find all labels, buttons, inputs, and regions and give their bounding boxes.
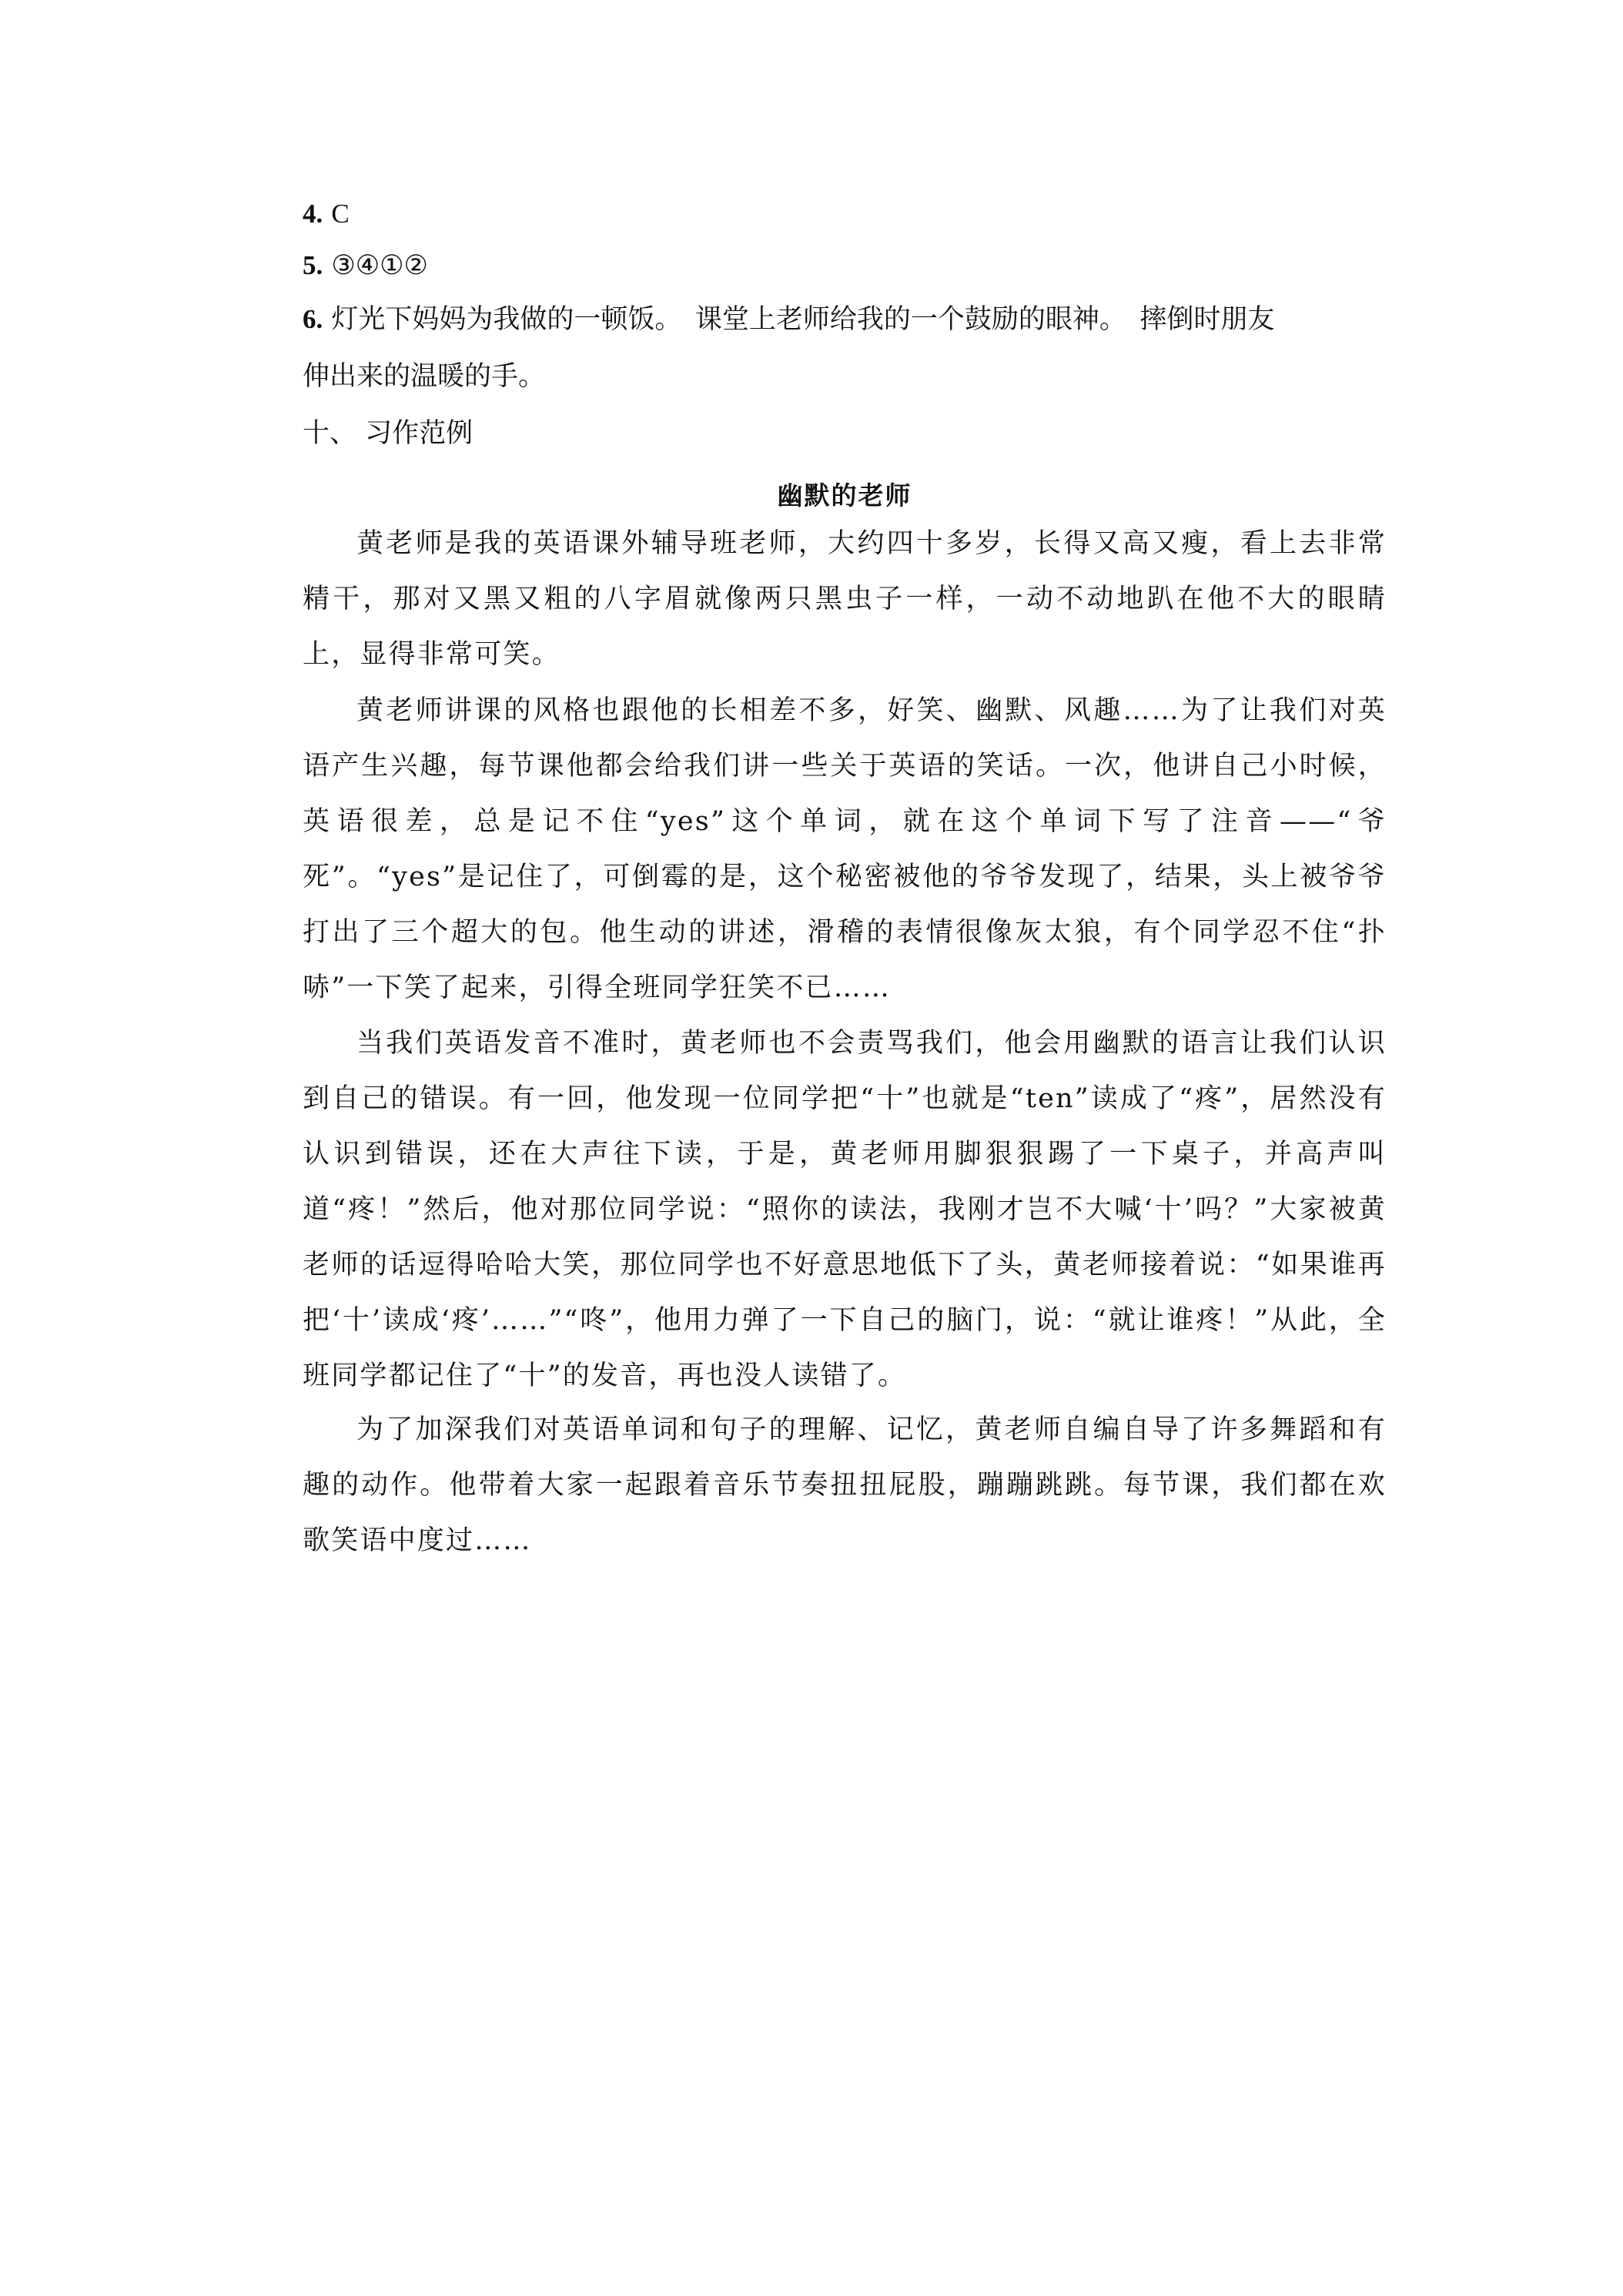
section-heading: 十、 习作范例 bbox=[303, 418, 474, 449]
answer-4-text: C bbox=[331, 199, 350, 229]
answer-6-line-1 bbox=[303, 306, 1274, 333]
answer-4 bbox=[303, 200, 350, 228]
essay-paragraph-3: 当我们英语发音不准时，黄老师也不会责骂我们，他会用幽默的语言让我们认识到自己的错误。有一回，他发现一位同学把“十”也就是“ten”读成了“疼”，居然没有认识到错误，还在大声往下读，于是，黄老师用脚狠狠踢了一下桌子，并高声叫道“疼！”然后，他对那位同学说：“照你的读法，我刚才岂不大喊‘十’吗？”大家被黄老师的话逗得哈哈大笑，那位同学也不好意思地低下了头，黄老师接着说：“如果谁再把‘十’读成‘疼’……”“咚”，他用力弹了一下自己的脑门，说：“就让谁疼！”从此，全班同学都记住了“十”的发音，再也没人读错了。 bbox=[303, 1028, 1387, 1391]
essay-paragraph-4: 为了加深我们对英语单词和句子的理解、记忆，黄老师自编自导了许多舞蹈和有趣的动作。他带着大家一起跟着音乐节奏扭扭屁股，蹦蹦跳跳。每节课，我们都在欢歌笑语中度过…… bbox=[303, 1414, 1387, 1556]
answer-4-number: 4. bbox=[303, 199, 323, 229]
answer-5 bbox=[303, 252, 428, 279]
answer-5-number: 5. bbox=[303, 250, 323, 280]
essay-title: 幽默的老师 bbox=[777, 480, 912, 510]
essay-paragraph-1: 黄老师是我的英语课外辅导班老师，大约四十多岁，长得又高又瘦，看上去非常精干，那对又黑又粗的八字眉就像两只黑虫子一样，一动不动地趴在他不大的眼睛上，显得非常可笑。 bbox=[303, 528, 1387, 670]
answer-6-number: 6. bbox=[303, 304, 323, 334]
answer-6-line-2: 伸出来的温暖的手。 bbox=[303, 361, 546, 392]
answer-6-text: 灯光下妈妈为我做的一顿饭。 课堂上老师给我的一个鼓励的眼神。 摔倒时朋友 bbox=[331, 304, 1275, 335]
answer-5-text: ③④①② bbox=[331, 250, 428, 281]
essay-paragraph-2: 黄老师讲课的风格也跟他的长相差不多，好笑、幽默、风趣……为了让我们对英语产生兴趣，每节课他都会给我们讲一些关于英语的笑话。一次，他讲自己小时候，英语很差，总是记不住“yes”这个单词，就在这个单词下写了注音——“爷死”。“yes”是记住了，可倒霉的是，这个秘密被他的爷爷发现了，结果，头上被爷爷打出了三个超大的包。他生动的讲述，滑稽的表情很像灰太狼，有个同学忍不住“扑哧”一下笑了起来，引得全班同学狂笑不已…… bbox=[303, 695, 1387, 1003]
